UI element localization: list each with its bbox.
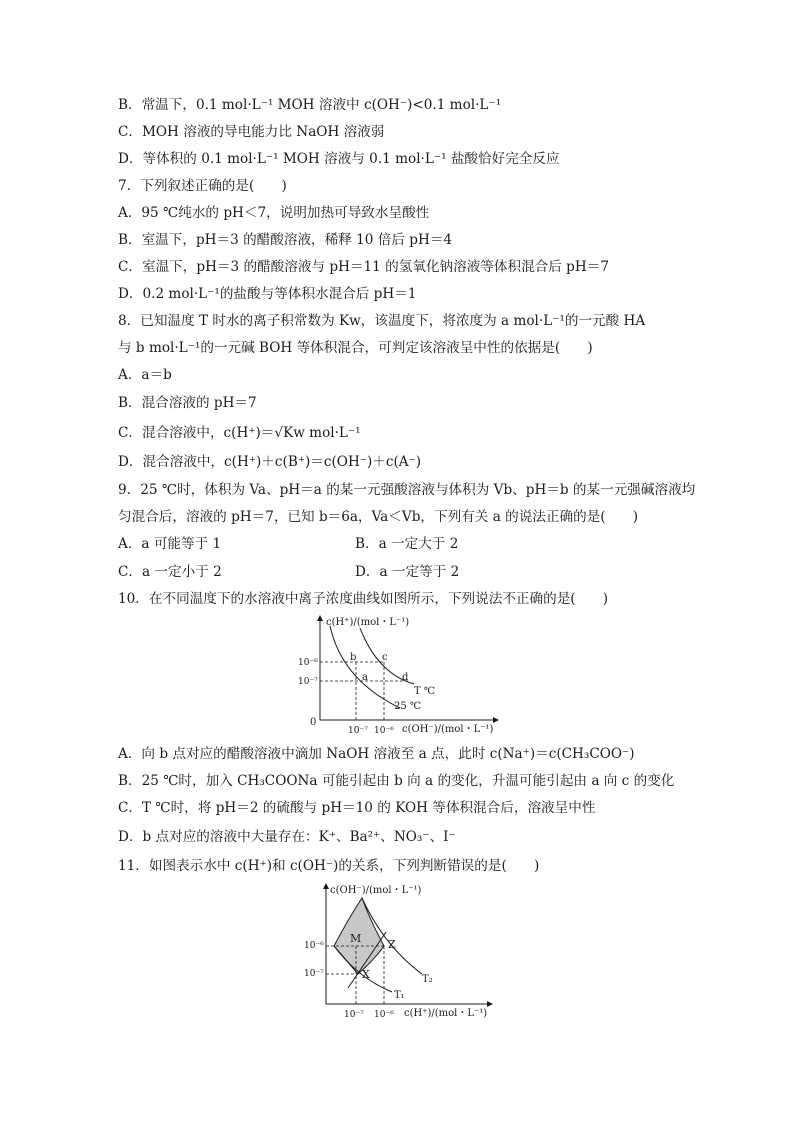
question-10-stem: 10．在不同温度下的水溶液中离子浓度曲线如图所示，下列说法不正确的是( )	[118, 591, 609, 607]
option-10a: A．向 b 点对应的醋酸溶液中滴加 NaOH 溶液至 a 点，此时 c(Na⁺)＝c(CH₃COO⁻)	[118, 746, 635, 762]
point-z: Z	[388, 938, 396, 951]
point-b: b	[350, 652, 357, 663]
option-9d: D．a 一定等于 2	[355, 564, 460, 580]
curve-t1-label: T₁	[394, 990, 405, 1001]
question-11-stem: 11．如图表示水中 c(H⁺)和 c(OH⁻)的关系，下列判断错误的是( )	[118, 858, 540, 874]
curve-t-label: T ℃	[414, 686, 436, 697]
question-8-stem-1: 8．已知温度 T 时水的离子积常数为 Kw，该温度下，将浓度为 a mol·L⁻¹的一元酸 HA	[118, 313, 646, 329]
y-tick-high: 10⁻⁶	[298, 658, 318, 668]
option-7c: C．室温下，pH＝3 的醋酸溶液与 pH＝11 的氢氧化钠溶液等体积混合后 pH＝7	[118, 259, 609, 275]
option-9b: B．a 一定大于 2	[355, 536, 459, 552]
x-axis-label-2: c(H⁺)/(mol・L⁻¹)	[404, 1008, 488, 1019]
figure-11-water-ions	[300, 880, 500, 1022]
point-m: M	[350, 932, 362, 945]
origin-label: 0	[310, 717, 317, 728]
y-axis-label-2: c(OH⁻)/(mol・L⁻¹)	[330, 885, 422, 896]
option-8a: A．a＝b	[118, 367, 172, 383]
option-8c: C．混合溶液中，c(H⁺)＝√Kw mol·L⁻¹	[118, 425, 361, 441]
option-10c: C．T ℃时，将 pH＝2 的硫酸与 pH＝10 的 KOH 等体积混合后，溶液呈中性	[118, 800, 596, 816]
option-9a: A．a 可能等于 1	[118, 536, 222, 552]
x-tick-high-2: 10⁻⁶	[374, 1010, 394, 1020]
point-d: d	[402, 672, 409, 683]
option-9c: C．a 一定小于 2	[118, 564, 222, 580]
option-6d: D．等体积的 0.1 mol·L⁻¹ MOH 溶液与 0.1 mol·L⁻¹ 盐酸恰好完全反应	[118, 151, 560, 167]
y-tick-low-2: 10⁻⁷	[304, 969, 324, 979]
y-tick-high-2: 10⁻⁶	[304, 941, 324, 951]
point-x: X	[362, 968, 370, 981]
x-tick-low: 10⁻⁷	[348, 726, 368, 736]
question-9-stem-2: 匀混合后，溶液的 pH＝7，已知 b＝6a，Va＜Vb，下列有关 a 的说法正确的是( )	[118, 509, 639, 525]
option-10d: D．b 点对应的溶液中大量存在：K⁺、Ba²⁺、NO₃⁻、I⁻	[118, 829, 456, 845]
option-8b: B．混合溶液的 pH＝7	[118, 395, 257, 411]
curve-t2-label: T₂	[422, 974, 433, 985]
option-10b: B．25 ℃时，加入 CH₃COONa 可能引起由 b 向 a 的变化，升温可能引起由 a 向 c 的变化	[118, 773, 675, 789]
option-7a: A．95 ℃纯水的 pH＜7，说明加热可导致水呈酸性	[118, 205, 430, 221]
option-7b: B．室温下，pH＝3 的醋酸溶液，稀释 10 倍后 pH＝4	[118, 232, 453, 248]
question-9-stem-1: 9．25 ℃时，体积为 Va、pH＝a 的某一元强酸溶液与体积为 Vb、pH＝b 的某一元强碱溶液均	[118, 482, 696, 498]
option-6b: B．常温下，0.1 mol·L⁻¹ MOH 溶液中 c(OH⁻)<0.1 mol·L⁻¹	[118, 97, 502, 113]
option-7d: D．0.2 mol·L⁻¹的盐酸与等体积水混合后 pH＝1	[118, 286, 417, 302]
figure-10-ion-concentration	[290, 612, 510, 740]
curve-25-label: 25 ℃	[394, 701, 422, 712]
y-tick-low: 10⁻⁷	[298, 677, 318, 687]
x-tick-low-2: 10⁻⁷	[344, 1010, 364, 1020]
option-6c: C．MOH 溶液的导电能力比 NaOH 溶液弱	[118, 124, 385, 140]
y-axis-label: c(H⁺)/(mol・L⁻¹)	[326, 617, 410, 628]
x-tick-high: 10⁻⁶	[374, 726, 394, 736]
point-a: a	[362, 672, 368, 683]
option-8d: D．混合溶液中，c(H⁺)＋c(B⁺)＝c(OH⁻)＋c(A⁻)	[118, 454, 422, 470]
point-c: c	[382, 652, 388, 663]
x-axis-label: c(OH⁻)/(mol・L⁻¹)	[402, 724, 494, 735]
question-7-stem: 7．下列叙述正确的是( )	[118, 178, 287, 194]
question-8-stem-2: 与 b mol·L⁻¹的一元碱 BOH 等体积混合，可判定该溶液呈中性的依据是( )	[118, 340, 593, 356]
